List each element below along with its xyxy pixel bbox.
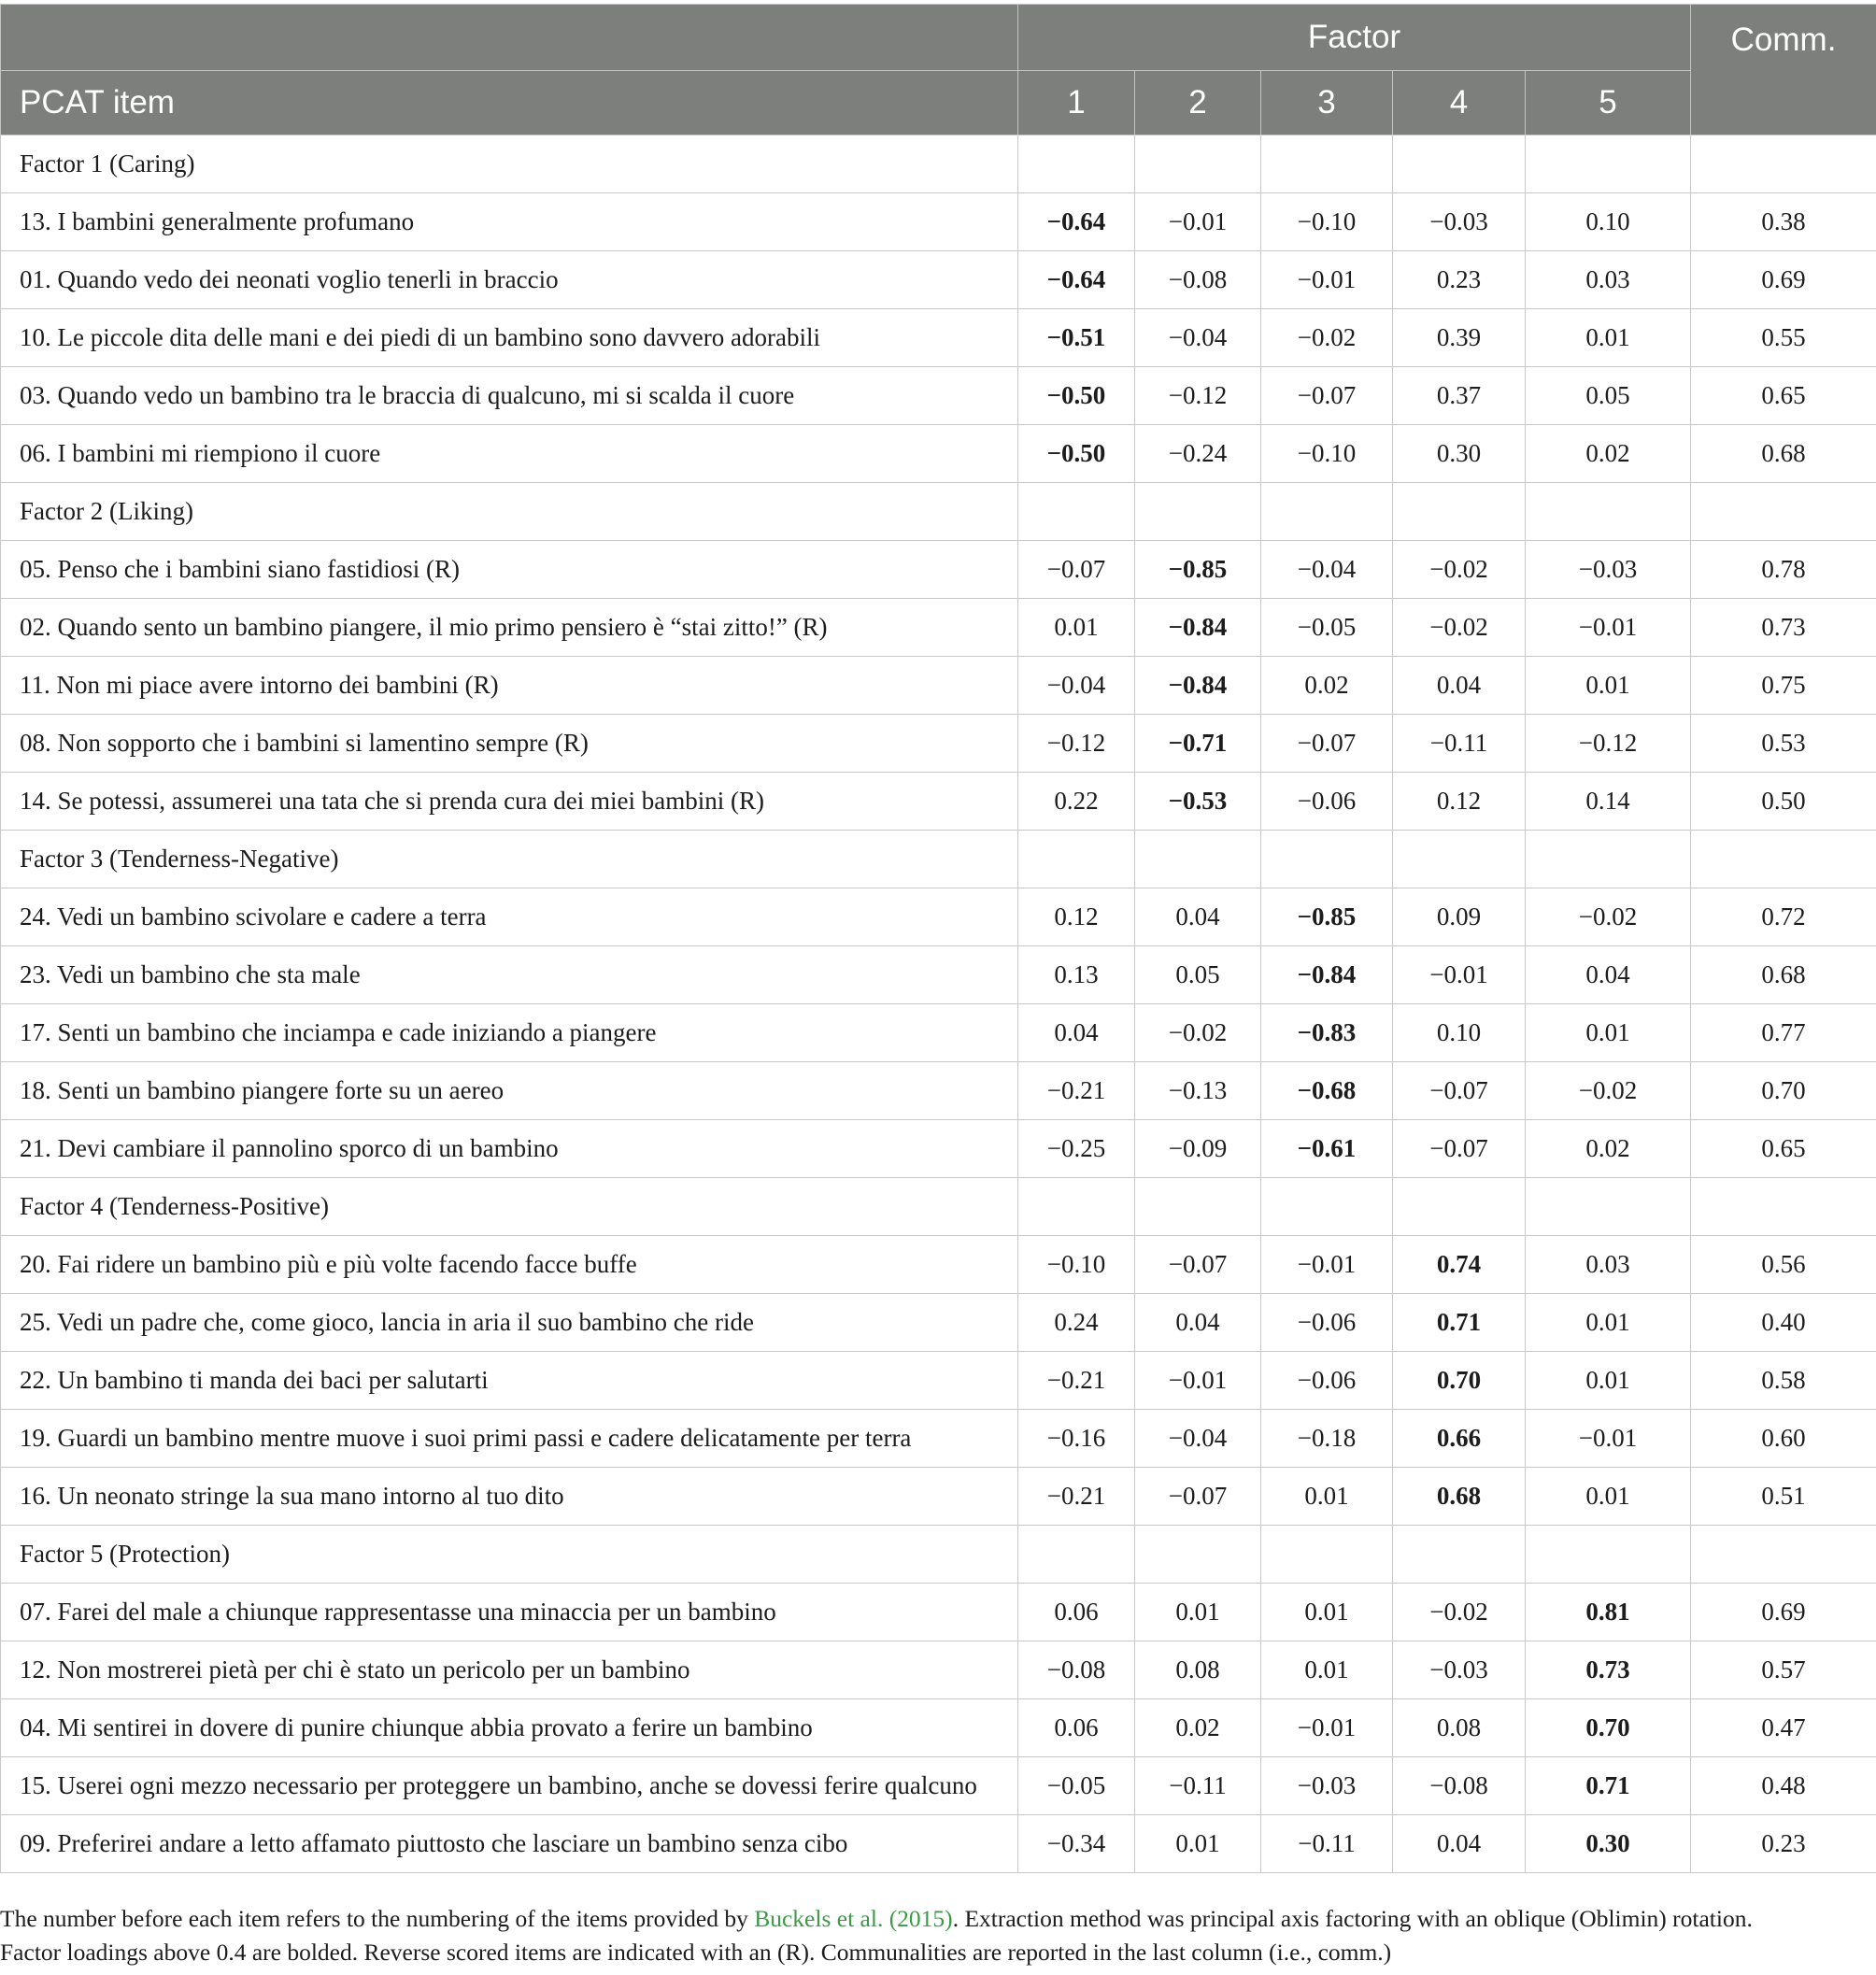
footnote-line-2: Factor loadings above 0.4 are bolded. Reverse scored items are indicated with an (R). Communalities are reported in the last column (i.e., comm.)	[0, 1939, 1392, 1966]
loading-factor-4: −0.08	[1393, 1757, 1526, 1815]
communality-value: 0.50	[1691, 773, 1876, 831]
item-text: 08. Non sopporto che i bambini si lamentino sempre (R)	[1, 715, 1018, 773]
loading-factor-3: 0.01	[1261, 1584, 1393, 1641]
loading-factor-3: −0.85	[1261, 888, 1393, 946]
loading-factor-2: −0.04	[1135, 1410, 1261, 1468]
loading-factor-4: −0.11	[1393, 715, 1526, 773]
item-text: 17. Senti un bambino che inciampa e cade iniziando a piangere	[1, 1004, 1018, 1062]
empty-cell	[1135, 483, 1261, 541]
item-text: 05. Penso che i bambini siano fastidiosi (R)	[1, 541, 1018, 599]
factor-5-header: 5	[1526, 71, 1691, 135]
item-text: 19. Guardi un bambino mentre muove i suoi primi passi e cadere delicatamente per terra	[1, 1410, 1018, 1468]
loading-factor-4: 0.04	[1393, 1815, 1526, 1873]
section-header-row	[1, 135, 1876, 193]
table-row	[1, 1120, 1876, 1178]
item-text: 22. Un bambino ti manda dei baci per salutarti	[1, 1352, 1018, 1410]
table-row	[1, 946, 1876, 1004]
empty-cell	[1018, 1178, 1135, 1236]
table-row	[1, 1584, 1876, 1641]
item-text: 04. Mi sentirei in dovere di punire chiunque abbia provato a ferire un bambino	[1, 1699, 1018, 1757]
loading-factor-3: −0.83	[1261, 1004, 1393, 1062]
empty-cell	[1261, 1178, 1393, 1236]
communality-value: 0.73	[1691, 599, 1876, 657]
empty-cell	[1261, 1526, 1393, 1584]
empty-cell	[1526, 1526, 1691, 1584]
item-text: 09. Preferirei andare a letto affamato piuttosto che lasciare un bambino senza cibo	[1, 1815, 1018, 1873]
factor-4-header: 4	[1393, 71, 1526, 135]
item-text: 18. Senti un bambino piangere forte su un aereo	[1, 1062, 1018, 1120]
section-header-row	[1, 831, 1876, 888]
loading-factor-4: 0.66	[1393, 1410, 1526, 1468]
loading-factor-5: 0.01	[1526, 1468, 1691, 1526]
loading-factor-2: 0.08	[1135, 1641, 1261, 1699]
table-row	[1, 1294, 1876, 1352]
section-title: Factor 2 (Liking)	[1, 483, 1018, 541]
loading-factor-3: −0.05	[1261, 599, 1393, 657]
loading-factor-1: −0.34	[1018, 1815, 1135, 1873]
empty-cell	[1135, 831, 1261, 888]
section-title: Factor 5 (Protection)	[1, 1526, 1018, 1584]
loading-factor-2: 0.04	[1135, 888, 1261, 946]
loading-factor-4: 0.70	[1393, 1352, 1526, 1410]
loading-factor-1: 0.06	[1018, 1699, 1135, 1757]
loading-factor-1: 0.04	[1018, 1004, 1135, 1062]
loading-factor-4: 0.68	[1393, 1468, 1526, 1526]
section-header-row	[1, 1178, 1876, 1236]
loading-factor-2: −0.01	[1135, 1352, 1261, 1410]
communality-value: 0.57	[1691, 1641, 1876, 1699]
loading-factor-2: −0.02	[1135, 1004, 1261, 1062]
section-title: Factor 1 (Caring)	[1, 135, 1018, 193]
loading-factor-4: −0.03	[1393, 1641, 1526, 1699]
footnote-line-1	[0, 1902, 1876, 1936]
table-row	[1, 1641, 1876, 1699]
empty-cell	[1135, 1178, 1261, 1236]
loading-factor-2: −0.07	[1135, 1468, 1261, 1526]
loading-factor-1: 0.24	[1018, 1294, 1135, 1352]
empty-cell	[1135, 1526, 1261, 1584]
loading-factor-4: 0.71	[1393, 1294, 1526, 1352]
loading-factor-5: 0.30	[1526, 1815, 1691, 1873]
loading-factor-5: 0.05	[1526, 367, 1691, 425]
table-row	[1, 1699, 1876, 1757]
table-row	[1, 1236, 1876, 1294]
loading-factor-5: 0.03	[1526, 1236, 1691, 1294]
item-text: 14. Se potessi, assumerei una tata che si prenda cura dei miei bambini (R)	[1, 773, 1018, 831]
table-row	[1, 541, 1876, 599]
empty-cell	[1393, 831, 1526, 888]
communality-value: 0.70	[1691, 1062, 1876, 1120]
loading-factor-2: −0.84	[1135, 599, 1261, 657]
table-body	[1, 135, 1876, 1873]
loading-factor-4: −0.07	[1393, 1120, 1526, 1178]
loading-factor-2: 0.01	[1135, 1815, 1261, 1873]
loading-factor-2: −0.13	[1135, 1062, 1261, 1120]
loading-factor-2: −0.01	[1135, 193, 1261, 251]
loading-factor-1: −0.16	[1018, 1410, 1135, 1468]
loading-factor-1: −0.21	[1018, 1062, 1135, 1120]
loading-factor-1: 0.06	[1018, 1584, 1135, 1641]
loading-factor-1: 0.22	[1018, 773, 1135, 831]
loading-factor-3: −0.06	[1261, 773, 1393, 831]
loading-factor-5: 0.01	[1526, 309, 1691, 367]
communality-value: 0.40	[1691, 1294, 1876, 1352]
loading-factor-2: −0.11	[1135, 1757, 1261, 1815]
loading-factor-5: 0.81	[1526, 1584, 1691, 1641]
table-row	[1, 309, 1876, 367]
loading-factor-1: 0.01	[1018, 599, 1135, 657]
buckels-reference-link[interactable]: Buckels et al. (2015)	[754, 1905, 953, 1932]
empty-cell	[1018, 831, 1135, 888]
communality-value: 0.56	[1691, 1236, 1876, 1294]
loading-factor-3: −0.07	[1261, 367, 1393, 425]
table-row	[1, 251, 1876, 309]
empty-cell	[1261, 135, 1393, 193]
loading-factor-5: 0.01	[1526, 1294, 1691, 1352]
empty-cell	[1018, 483, 1135, 541]
loading-factor-3: −0.01	[1261, 1236, 1393, 1294]
communality-value: 0.47	[1691, 1699, 1876, 1757]
loading-factor-3: −0.02	[1261, 309, 1393, 367]
table-footnote	[0, 1902, 1876, 1969]
loading-factor-3: −0.01	[1261, 251, 1393, 309]
loading-factor-5: 0.10	[1526, 193, 1691, 251]
loading-factor-3: −0.01	[1261, 1699, 1393, 1757]
loading-factor-1: −0.07	[1018, 541, 1135, 599]
loading-factor-1: 0.12	[1018, 888, 1135, 946]
loading-factor-5: 0.01	[1526, 657, 1691, 715]
loading-factor-4: 0.74	[1393, 1236, 1526, 1294]
loading-factor-5: −0.01	[1526, 599, 1691, 657]
loading-factor-4: 0.09	[1393, 888, 1526, 946]
empty-cell	[1691, 1178, 1876, 1236]
loading-factor-3: −0.06	[1261, 1294, 1393, 1352]
empty-cell	[1261, 483, 1393, 541]
section-title: Factor 3 (Tenderness-Negative)	[1, 831, 1018, 888]
communality-value: 0.58	[1691, 1352, 1876, 1410]
empty-cell	[1393, 135, 1526, 193]
loading-factor-1: −0.64	[1018, 251, 1135, 309]
empty-cell	[1691, 483, 1876, 541]
factor-group-header: Factor	[1018, 5, 1691, 71]
table-row	[1, 1757, 1876, 1815]
section-header-row	[1, 1526, 1876, 1584]
section-header-row	[1, 483, 1876, 541]
loading-factor-4: −0.07	[1393, 1062, 1526, 1120]
loading-factor-5: 0.01	[1526, 1352, 1691, 1410]
empty-cell	[1393, 483, 1526, 541]
table-row	[1, 1062, 1876, 1120]
item-text: 02. Quando sento un bambino piangere, il mio primo pensiero è “stai zitto!” (R)	[1, 599, 1018, 657]
empty-cell	[1018, 135, 1135, 193]
loading-factor-4: −0.03	[1393, 193, 1526, 251]
empty-cell	[1526, 831, 1691, 888]
item-text: 20. Fai ridere un bambino più e più volte facendo facce buffe	[1, 1236, 1018, 1294]
loading-factor-1: −0.08	[1018, 1641, 1135, 1699]
loading-factor-3: −0.03	[1261, 1757, 1393, 1815]
loading-factor-1: −0.12	[1018, 715, 1135, 773]
table-row	[1, 1352, 1876, 1410]
communality-value: 0.23	[1691, 1815, 1876, 1873]
table-row	[1, 1004, 1876, 1062]
communality-value: 0.69	[1691, 251, 1876, 309]
loading-factor-5: −0.12	[1526, 715, 1691, 773]
communality-value: 0.38	[1691, 193, 1876, 251]
loading-factor-2: 0.02	[1135, 1699, 1261, 1757]
comm-column-header: Comm.	[1691, 5, 1876, 135]
empty-cell	[1526, 135, 1691, 193]
table-row	[1, 1410, 1876, 1468]
item-text: 15. Userei ogni mezzo necessario per proteggere un bambino, anche se dovessi ferire qualcuno	[1, 1757, 1018, 1815]
empty-cell	[1135, 135, 1261, 193]
loading-factor-4: −0.01	[1393, 946, 1526, 1004]
item-text: 25. Vedi un padre che, come gioco, lancia in aria il suo bambino che ride	[1, 1294, 1018, 1352]
loading-factor-4: −0.02	[1393, 1584, 1526, 1641]
loading-factor-1: −0.25	[1018, 1120, 1135, 1178]
item-text: 11. Non mi piace avere intorno dei bambini (R)	[1, 657, 1018, 715]
loading-factor-5: 0.01	[1526, 1004, 1691, 1062]
loading-factor-1: −0.21	[1018, 1468, 1135, 1526]
loading-factor-3: 0.01	[1261, 1468, 1393, 1526]
loading-factor-5: 0.03	[1526, 251, 1691, 309]
loading-factor-3: 0.02	[1261, 657, 1393, 715]
table-row	[1, 657, 1876, 715]
item-text: 21. Devi cambiare il pannolino sporco di un bambino	[1, 1120, 1018, 1178]
empty-cell	[1393, 1526, 1526, 1584]
loading-factor-1: −0.50	[1018, 367, 1135, 425]
loading-factor-4: 0.08	[1393, 1699, 1526, 1757]
table-container	[0, 4, 1876, 1873]
communality-value: 0.48	[1691, 1757, 1876, 1815]
factor-2-header: 2	[1135, 71, 1261, 135]
loading-factor-4: 0.37	[1393, 367, 1526, 425]
item-text: 07. Farei del male a chiunque rappresentasse una minaccia per un bambino	[1, 1584, 1018, 1641]
loading-factor-3: −0.61	[1261, 1120, 1393, 1178]
loading-factor-4: −0.02	[1393, 541, 1526, 599]
loading-factor-3: −0.10	[1261, 425, 1393, 483]
loading-factor-4: 0.04	[1393, 657, 1526, 715]
pcat-item-header: PCAT item	[1, 71, 1018, 135]
loading-factor-3: −0.04	[1261, 541, 1393, 599]
communality-value: 0.72	[1691, 888, 1876, 946]
loading-factor-4: 0.39	[1393, 309, 1526, 367]
empty-cell	[1526, 1178, 1691, 1236]
communality-value: 0.69	[1691, 1584, 1876, 1641]
item-text: 23. Vedi un bambino che sta male	[1, 946, 1018, 1004]
item-text: 24. Vedi un bambino scivolare e cadere a terra	[1, 888, 1018, 946]
communality-value: 0.65	[1691, 367, 1876, 425]
loading-factor-3: −0.84	[1261, 946, 1393, 1004]
loading-factor-2: −0.71	[1135, 715, 1261, 773]
loading-factor-3: −0.11	[1261, 1815, 1393, 1873]
table-row	[1, 1815, 1876, 1873]
loading-factor-5: −0.02	[1526, 1062, 1691, 1120]
loading-factor-2: −0.12	[1135, 367, 1261, 425]
loading-factor-3: −0.18	[1261, 1410, 1393, 1468]
loading-factor-5: −0.03	[1526, 541, 1691, 599]
loading-factor-2: −0.08	[1135, 251, 1261, 309]
communality-value: 0.55	[1691, 309, 1876, 367]
communality-value: 0.60	[1691, 1410, 1876, 1468]
loading-factor-2: −0.04	[1135, 309, 1261, 367]
communality-value: 0.68	[1691, 946, 1876, 1004]
loading-factor-2: 0.04	[1135, 1294, 1261, 1352]
item-text: 16. Un neonato stringe la sua mano intorno al tuo dito	[1, 1468, 1018, 1526]
loading-factor-1: 0.13	[1018, 946, 1135, 1004]
loading-factor-2: 0.05	[1135, 946, 1261, 1004]
loading-factor-3: −0.07	[1261, 715, 1393, 773]
empty-cell	[1526, 483, 1691, 541]
table-row	[1, 773, 1876, 831]
empty-cell	[1261, 831, 1393, 888]
loading-factor-2: −0.84	[1135, 657, 1261, 715]
communality-value: 0.51	[1691, 1468, 1876, 1526]
item-text: 12. Non mostrerei pietà per chi è stato un pericolo per un bambino	[1, 1641, 1018, 1699]
loading-factor-2: −0.85	[1135, 541, 1261, 599]
empty-cell	[1018, 1526, 1135, 1584]
loading-factor-5: −0.02	[1526, 888, 1691, 946]
table-row	[1, 193, 1876, 251]
loading-factor-2: −0.53	[1135, 773, 1261, 831]
loading-factor-1: −0.64	[1018, 193, 1135, 251]
table-row	[1, 367, 1876, 425]
loading-factor-3: 0.01	[1261, 1641, 1393, 1699]
loading-factor-5: 0.02	[1526, 1120, 1691, 1178]
table-header	[1, 5, 1876, 135]
factor-3-header: 3	[1261, 71, 1393, 135]
loading-factor-1: −0.21	[1018, 1352, 1135, 1410]
loading-factor-3: −0.68	[1261, 1062, 1393, 1120]
table-row	[1, 599, 1876, 657]
loading-factor-1: −0.50	[1018, 425, 1135, 483]
loading-factor-4: −0.02	[1393, 599, 1526, 657]
loading-factor-2: −0.24	[1135, 425, 1261, 483]
header-blank-cell	[1, 5, 1018, 71]
table-row	[1, 425, 1876, 483]
communality-value: 0.77	[1691, 1004, 1876, 1062]
empty-cell	[1691, 135, 1876, 193]
loading-factor-5: 0.02	[1526, 425, 1691, 483]
loading-factor-4: 0.12	[1393, 773, 1526, 831]
empty-cell	[1393, 1178, 1526, 1236]
loading-factor-5: 0.14	[1526, 773, 1691, 831]
loading-factor-2: 0.01	[1135, 1584, 1261, 1641]
communality-value: 0.68	[1691, 425, 1876, 483]
section-title: Factor 4 (Tenderness-Positive)	[1, 1178, 1018, 1236]
loading-factor-1: −0.51	[1018, 309, 1135, 367]
item-text: 03. Quando vedo un bambino tra le braccia di qualcuno, mi si scalda il cuore	[1, 367, 1018, 425]
loading-factor-2: −0.07	[1135, 1236, 1261, 1294]
loading-factor-5: 0.71	[1526, 1757, 1691, 1815]
loading-factor-4: 0.10	[1393, 1004, 1526, 1062]
loading-factor-3: −0.10	[1261, 193, 1393, 251]
loading-factor-5: 0.73	[1526, 1641, 1691, 1699]
item-text: 13. I bambini generalmente profumano	[1, 193, 1018, 251]
loading-factor-5: 0.70	[1526, 1699, 1691, 1757]
table-row	[1, 1468, 1876, 1526]
item-text: 01. Quando vedo dei neonati voglio tenerli in braccio	[1, 251, 1018, 309]
loading-factor-5: 0.04	[1526, 946, 1691, 1004]
footnote-text-before: The number before each item refers to the numbering of the items provided by	[0, 1905, 755, 1932]
empty-cell	[1691, 831, 1876, 888]
loading-factor-3: −0.06	[1261, 1352, 1393, 1410]
factor-loadings-table	[0, 4, 1876, 1873]
loading-factor-1: −0.10	[1018, 1236, 1135, 1294]
table-row	[1, 888, 1876, 946]
communality-value: 0.65	[1691, 1120, 1876, 1178]
loading-factor-1: −0.05	[1018, 1757, 1135, 1815]
loading-factor-1: −0.04	[1018, 657, 1135, 715]
loading-factor-2: −0.09	[1135, 1120, 1261, 1178]
footnote-text-after: . Extraction method was principal axis factoring with an oblique (Oblimin) rotation.	[952, 1905, 1753, 1932]
communality-value: 0.75	[1691, 657, 1876, 715]
item-text: 10. Le piccole dita delle mani e dei piedi di un bambino sono davvero adorabili	[1, 309, 1018, 367]
item-text: 06. I bambini mi riempiono il cuore	[1, 425, 1018, 483]
empty-cell	[1691, 1526, 1876, 1584]
factor-1-header: 1	[1018, 71, 1135, 135]
communality-value: 0.53	[1691, 715, 1876, 773]
loading-factor-4: 0.30	[1393, 425, 1526, 483]
table-row	[1, 715, 1876, 773]
communality-value: 0.78	[1691, 541, 1876, 599]
loading-factor-5: −0.01	[1526, 1410, 1691, 1468]
loading-factor-4: 0.23	[1393, 251, 1526, 309]
